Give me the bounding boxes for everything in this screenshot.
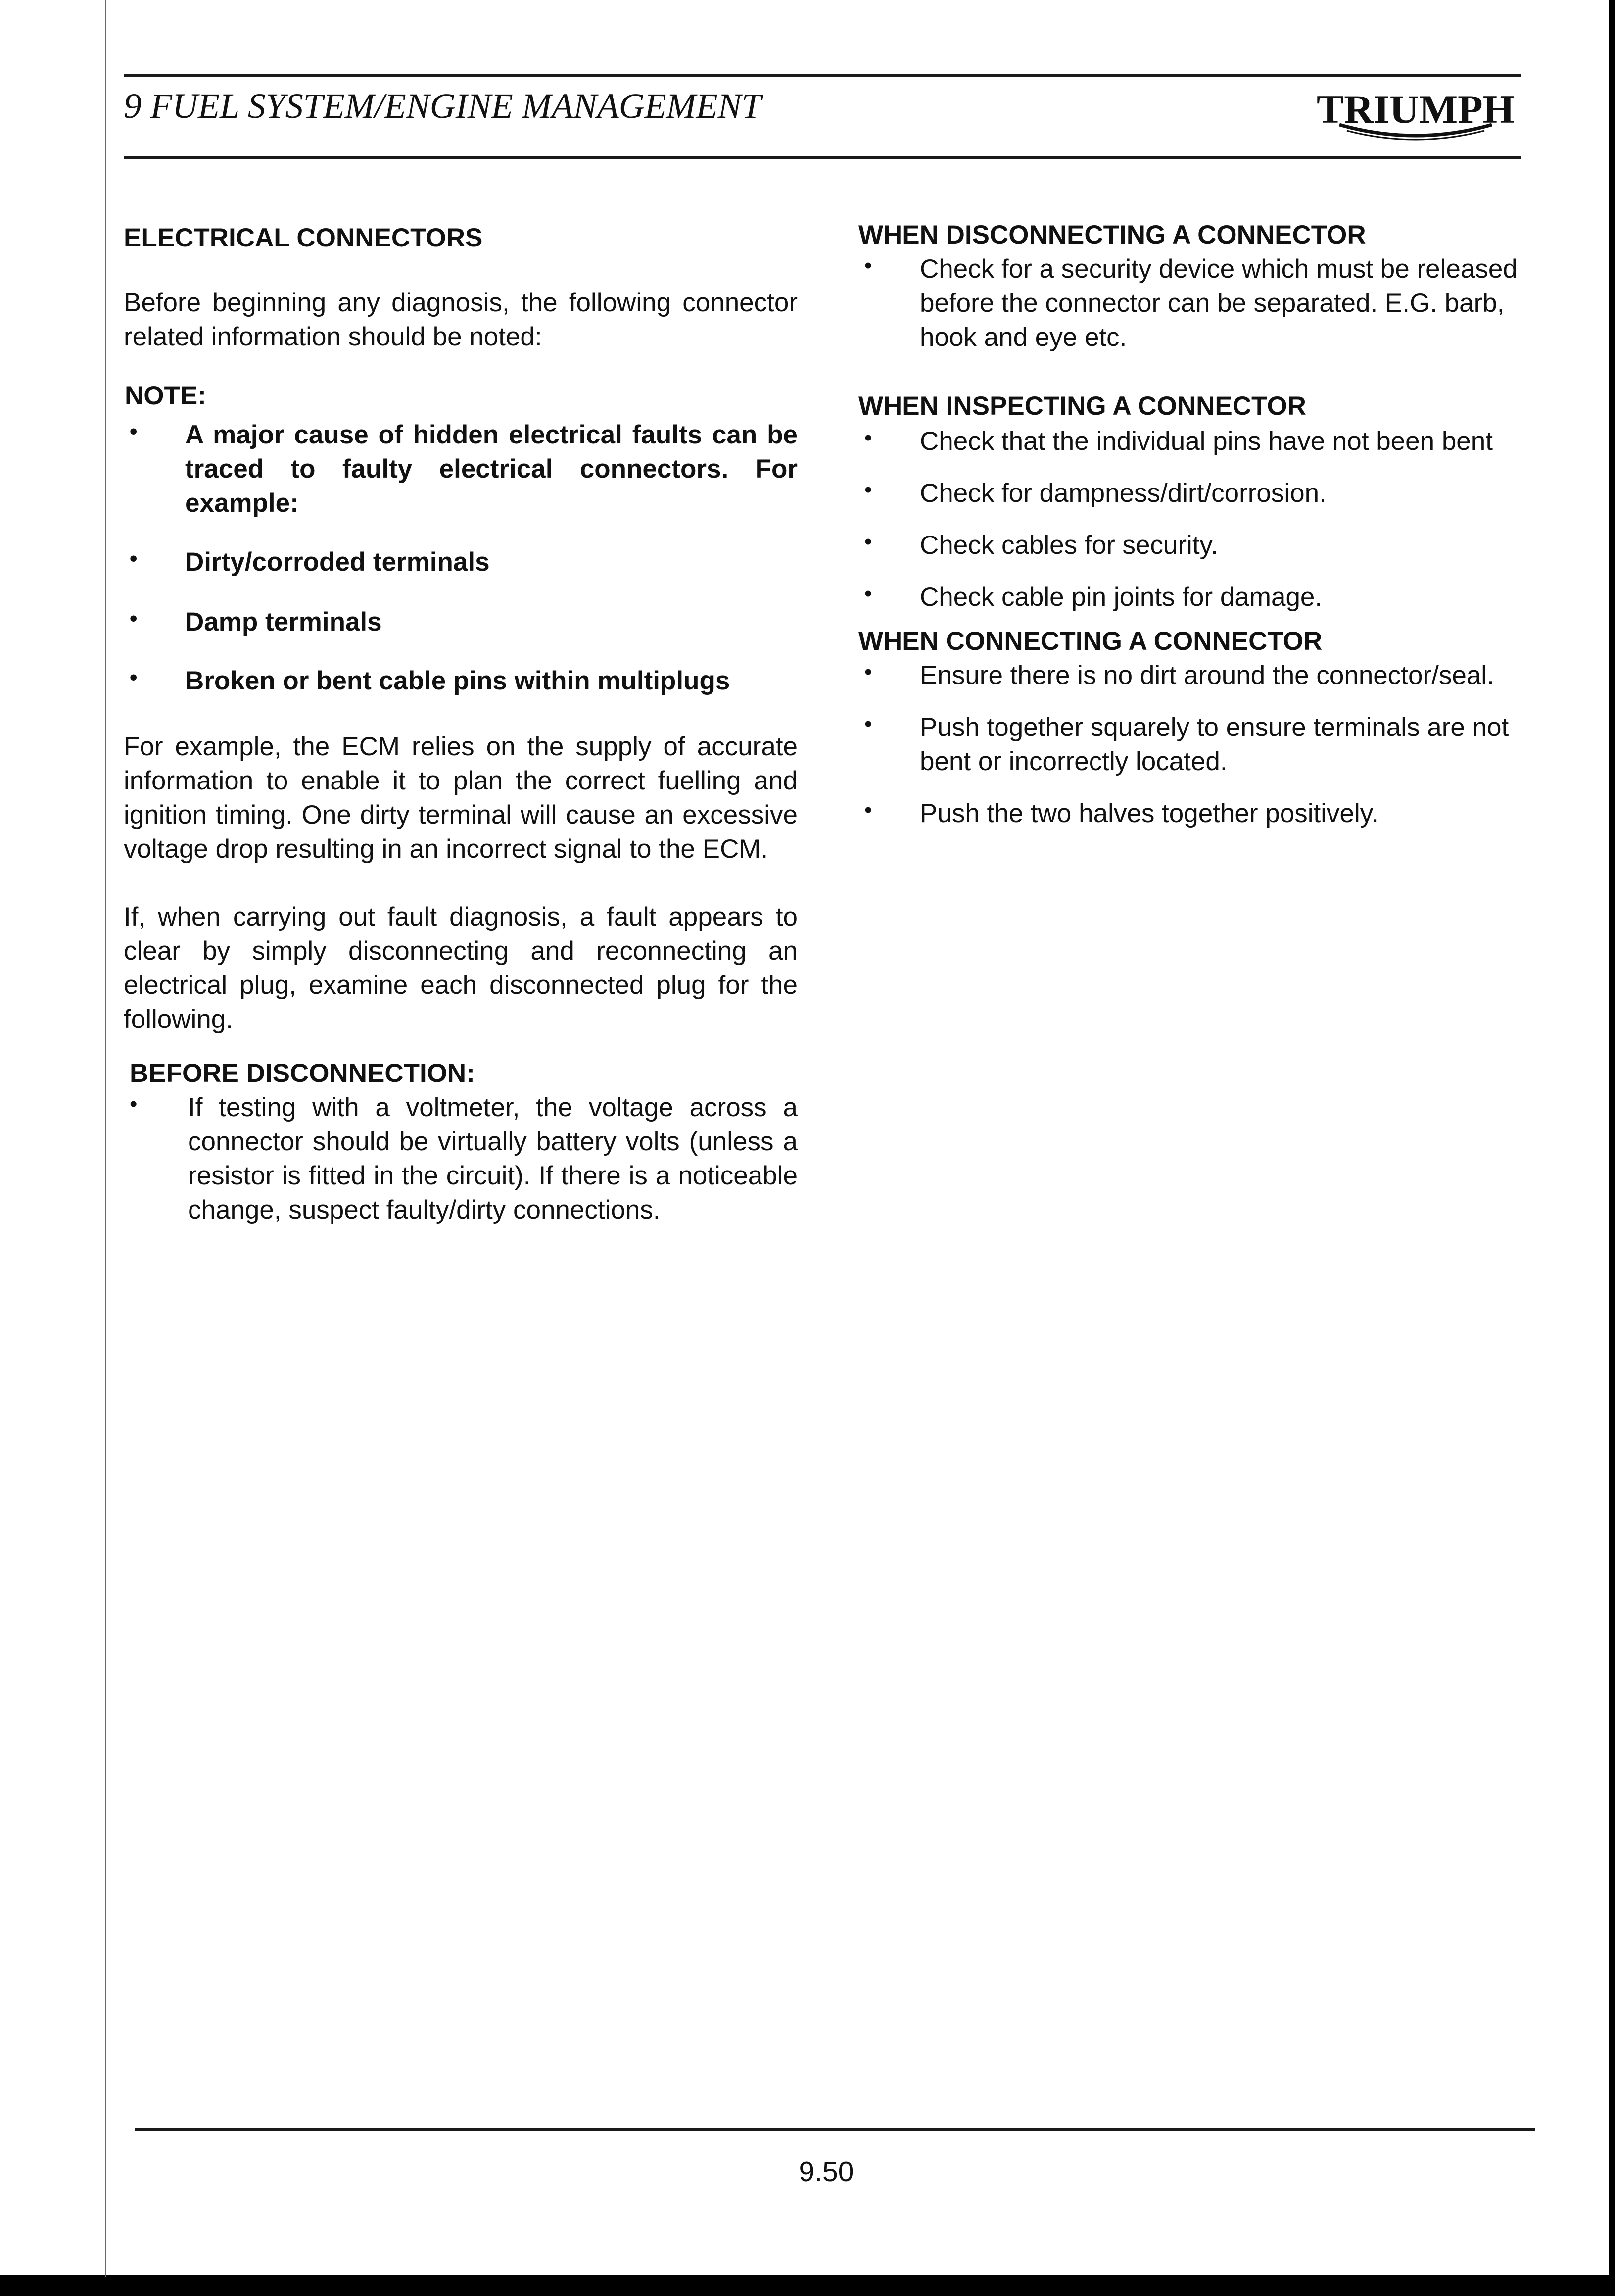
connecting-list — [858, 658, 1534, 830]
bullet-icon: • — [130, 665, 138, 689]
list-item — [858, 658, 1534, 692]
before-item-text: If testing with a voltmeter, the voltage across a connector should be virtually battery volts (unless a resistor is fitted in the circuit). If there is a noticeable change, suspect faulty/dirty connections. — [188, 1093, 798, 1224]
note-item-text: Broken or bent cable pins within multiplugs — [185, 666, 730, 695]
bullet-icon: • — [864, 798, 872, 822]
section-heading-electrical-connectors: ELECTRICAL CONNECTORS — [124, 223, 483, 252]
list-item — [858, 424, 1534, 458]
list-item — [124, 605, 798, 639]
list-item — [124, 664, 798, 698]
bullet-icon: • — [130, 546, 138, 571]
ecm-paragraph: For example, the ECM relies on the supply of accurate information to enable it to plan the correct fuelling and ignition timing. One dirty terminal will cause an excessive voltage drop resulting in an incorrect signal to the ECM. — [124, 732, 798, 864]
inspecting-heading: WHEN INSPECTING A CONNECTOR — [858, 391, 1306, 421]
note-item-text: Damp terminals — [185, 607, 382, 636]
bullet-icon: • — [130, 606, 138, 631]
list-item — [858, 580, 1534, 614]
fault-diagnosis-paragraph: If, when carrying out fault diagnosis, a fault appears to clear by simply disconnecting and reconnecting an electrical plug, examine each disconnected plug for the following. — [124, 902, 798, 1034]
header-top-rule — [124, 74, 1521, 77]
scan-border-right — [1609, 0, 1615, 2296]
connecting-item-text: Ensure there is no dirt around the connector/seal. — [920, 661, 1494, 690]
footer-rule — [135, 2128, 1535, 2131]
connecting-heading: WHEN CONNECTING A CONNECTOR — [858, 627, 1323, 656]
intro-paragraph: Before beginning any diagnosis, the following connector related information should be noted: — [124, 288, 798, 351]
list-item — [124, 418, 798, 520]
list-item — [858, 252, 1534, 354]
connecting-item-text: Push the two halves together positively. — [920, 799, 1379, 828]
before-disconnection-list — [124, 1090, 798, 1227]
list-item — [124, 545, 798, 579]
brand-logo — [1312, 83, 1519, 143]
inspecting-item-text: Check that the individual pins have not been bent — [920, 427, 1493, 456]
brand-logo-text: TRIUMPH — [1317, 87, 1515, 132]
bullet-icon: • — [130, 419, 138, 443]
bullet-icon: • — [864, 530, 872, 554]
list-item — [858, 796, 1534, 830]
inspecting-item-text: Check cables for security. — [920, 531, 1218, 560]
note-heading: NOTE: — [125, 381, 206, 410]
disconnecting-list — [858, 252, 1534, 354]
disconnecting-heading: WHEN DISCONNECTING A CONNECTOR — [858, 220, 1366, 249]
before-disconnection-heading: BEFORE DISCONNECTION: — [130, 1059, 475, 1088]
list-item — [858, 528, 1534, 562]
note-list — [124, 418, 798, 698]
header-bottom-rule — [124, 156, 1521, 159]
right-column — [858, 218, 1534, 830]
bullet-icon: • — [864, 660, 872, 684]
bullet-icon: • — [130, 1092, 138, 1116]
bullet-icon: • — [864, 426, 872, 450]
scan-border-bottom — [0, 2275, 1615, 2296]
bullet-icon: • — [864, 582, 872, 606]
inspecting-item-text: Check cable pin joints for damage. — [920, 583, 1323, 612]
chapter-title: 9 FUEL SYSTEM/ENGINE MANAGEMENT — [124, 86, 761, 126]
bullet-icon: • — [864, 478, 872, 502]
bullet-icon: • — [864, 253, 872, 278]
note-item-text: A major cause of hidden electrical faults can be traced to faulty electrical connectors. For example: — [185, 420, 798, 518]
list-item — [858, 476, 1534, 510]
inspecting-item-text: Check for dampness/dirt/corrosion. — [920, 479, 1327, 508]
list-item — [124, 1090, 798, 1227]
left-column — [124, 221, 798, 1227]
connecting-item-text: Push together squarely to ensure terminals are not bent or incorrectly located. — [920, 713, 1509, 776]
list-item — [858, 710, 1534, 779]
disconnecting-item-text: Check for a security device which must be released before the connector can be separated. E.G. barb, hook and eye etc. — [920, 254, 1518, 352]
inspecting-list — [858, 424, 1534, 614]
binding-margin-line — [105, 0, 106, 2277]
note-item-text: Dirty/corroded terminals — [185, 547, 490, 577]
bullet-icon: • — [864, 712, 872, 736]
page-number: 9.50 — [799, 2156, 854, 2188]
